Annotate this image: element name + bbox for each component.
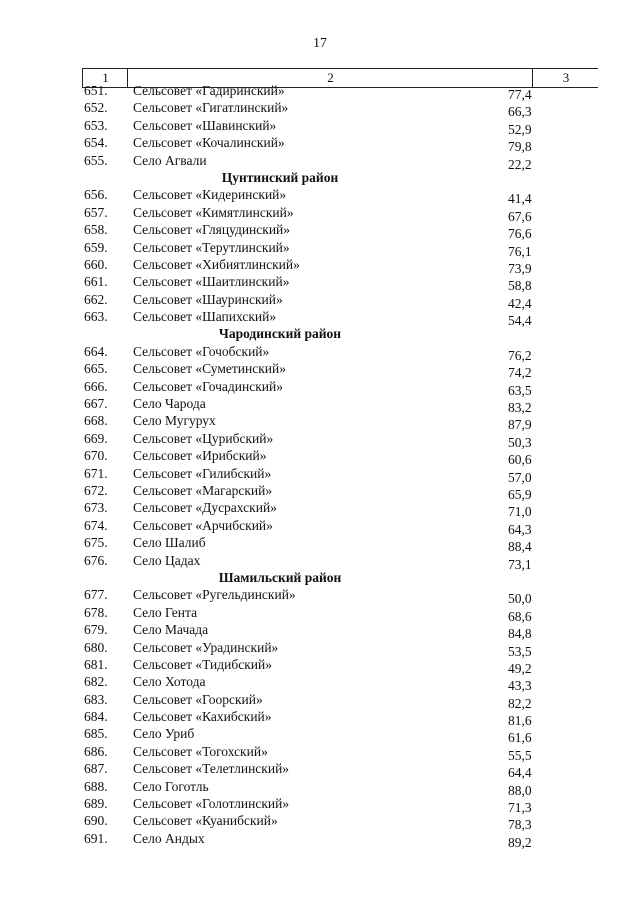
row-value: 67,6 [508, 208, 532, 224]
row-number: 679. [84, 622, 108, 638]
table-row [0, 291, 640, 311]
row-value: 64,4 [508, 765, 532, 781]
table-row [0, 830, 640, 850]
settlement-name: Сельсовет «Голотлинский» [133, 796, 290, 812]
table-row [0, 412, 640, 433]
row-value: 89,2 [508, 834, 532, 850]
row-value: 76,1 [508, 243, 532, 259]
table-row [0, 534, 640, 555]
table-row [0, 99, 640, 120]
settlement-name: Сельсовет «Гочобский» [133, 343, 270, 359]
row-value: 64,3 [508, 521, 532, 537]
table-row [0, 308, 640, 329]
table-row [0, 465, 640, 485]
row-number: 654. [84, 135, 108, 151]
settlement-name: Сельсовет «Тогохский» [133, 743, 268, 759]
row-value: 87,9 [508, 417, 532, 433]
row-value: 73,9 [508, 260, 532, 276]
row-value: 61,6 [508, 730, 532, 746]
row-number: 683. [84, 691, 108, 707]
row-number: 652. [84, 100, 108, 116]
row-number: 667. [84, 396, 108, 412]
row-number: 675. [84, 535, 108, 551]
row-value: 71,3 [508, 800, 532, 816]
settlement-name: Сельсовет «Кимятлинский» [133, 204, 294, 220]
table-row [0, 656, 640, 676]
row-value: 68,6 [508, 608, 532, 624]
row-value: 79,8 [508, 139, 532, 155]
table-row [0, 239, 640, 259]
row-value: 78,3 [508, 817, 532, 833]
table-row [0, 604, 640, 624]
settlement-name: Сельсовет «Кидеринский» [133, 187, 287, 203]
row-value: 52,9 [508, 121, 532, 137]
row-value: 73,1 [508, 556, 532, 572]
table-row [0, 186, 640, 207]
page-number: 17 [313, 36, 327, 51]
table-row [0, 691, 640, 711]
settlement-name: Село Мугурух [133, 413, 216, 429]
settlement-name: Сельсовет «Суметинский» [133, 361, 286, 377]
row-number: 673. [84, 500, 108, 516]
row-value: 88,4 [508, 539, 532, 555]
row-value: 83,2 [508, 400, 532, 416]
row-number: 671. [84, 465, 108, 481]
row-value: 22,2 [508, 156, 532, 172]
settlement-name: Село Андых [133, 830, 205, 846]
row-number: 664. [84, 343, 108, 359]
settlement-name: Сельсовет «Шаитлинский» [133, 274, 290, 290]
row-number: 686. [84, 743, 108, 759]
row-value: 60,6 [508, 452, 532, 468]
row-number: 678. [84, 604, 108, 620]
header-col-1: 1 [82, 69, 128, 87]
table-row [0, 256, 640, 276]
row-value: 55,5 [508, 747, 532, 763]
header-col-3: 3 [532, 69, 599, 87]
table-row [0, 760, 640, 781]
settlement-name: Сельсовет «Ругельдинский» [133, 587, 296, 603]
row-value: 49,2 [508, 660, 532, 676]
settlement-name: Сельсовет «Кахибский» [133, 709, 272, 725]
settlement-name: Сельсовет «Терутлинский» [133, 239, 290, 255]
settlement-name: Сельсовет «Куанибский» [133, 813, 278, 829]
settlement-name: Село Хотода [133, 674, 206, 690]
row-number: 663. [84, 309, 108, 325]
row-number: 655. [84, 152, 108, 168]
row-value: 42,4 [508, 295, 532, 311]
row-number: 681. [84, 656, 108, 672]
table-row [0, 778, 640, 798]
row-value: 82,2 [508, 695, 532, 711]
row-value: 76,2 [508, 347, 532, 363]
row-value: 57,0 [508, 469, 532, 485]
row-number: 651. [84, 83, 108, 98]
table-row [0, 273, 640, 294]
table-row [0, 586, 640, 607]
row-number: 676. [84, 552, 108, 568]
settlement-name: Село Чарода [133, 396, 206, 412]
row-value: 58,8 [508, 278, 532, 294]
row-number: 680. [84, 639, 108, 655]
district-heading: Шамильский район [218, 569, 342, 585]
settlement-name: Село Цадах [133, 552, 201, 568]
table-row [0, 499, 640, 520]
row-value: 41,4 [508, 191, 532, 207]
settlement-name: Сельсовет «Дусрахский» [133, 500, 277, 516]
row-value: 50,3 [508, 434, 532, 450]
row-value: 54,4 [508, 313, 532, 329]
row-number: 653. [84, 117, 108, 133]
settlement-name: Село Агвали [133, 152, 207, 168]
settlement-name: Село Мачада [133, 622, 209, 638]
settlement-name: Сельсовет «Шапихский» [133, 309, 277, 325]
table-row [0, 204, 640, 224]
table-row [0, 743, 640, 763]
settlement-name: Село Гента [133, 604, 198, 620]
table-row [0, 152, 640, 172]
table-row [0, 725, 640, 746]
table-row [0, 708, 640, 729]
row-number: 682. [84, 674, 108, 690]
row-number: 687. [84, 761, 108, 777]
row-number: 685. [84, 726, 108, 742]
settlement-name: Сельсовет «Кочалинский» [133, 135, 285, 151]
row-number: 674. [84, 517, 108, 533]
settlement-name: Сельсовет «Урадинский» [133, 639, 279, 655]
row-number: 691. [84, 830, 108, 846]
row-number: 670. [84, 448, 108, 464]
settlement-name: Сельсовет «Гляцудинский» [133, 222, 291, 238]
settlement-name: Сельсовет «Хибиятлинский» [133, 256, 300, 272]
settlement-name: Сельсовет «Магарский» [133, 482, 273, 498]
table-row [0, 552, 640, 572]
row-value: 76,6 [508, 226, 532, 242]
row-number: 688. [84, 778, 108, 794]
row-value: 84,8 [508, 626, 532, 642]
settlement-name: Сельсовет «Шауринский» [133, 291, 283, 307]
table-row [0, 639, 640, 659]
table-row [0, 430, 640, 450]
row-number: 656. [84, 187, 108, 203]
table-row [0, 378, 640, 398]
settlement-name: Село Уриб [133, 726, 195, 742]
row-number: 660. [84, 256, 108, 272]
row-value: 43,3 [508, 678, 532, 694]
settlement-name: Сельсовет «Тидибский» [133, 656, 272, 672]
settlement-name: Село Гоготль [133, 778, 209, 794]
row-value: 66,3 [508, 104, 532, 120]
row-value: 71,0 [508, 504, 532, 520]
row-value: 50,0 [508, 591, 532, 607]
row-number: 661. [84, 274, 108, 290]
settlement-name: Сельсовет «Гочадинский» [133, 378, 283, 394]
table-row [0, 673, 640, 694]
table-body [0, 82, 640, 850]
table-row [0, 343, 640, 363]
settlement-name: Сельсовет «Гадиринский» [133, 83, 285, 98]
district-heading: Цунтинский район [221, 169, 339, 185]
table-row [0, 221, 640, 242]
settlement-name: Сельсовет «Гигатлинский» [133, 100, 289, 116]
row-value: 88,0 [508, 782, 532, 798]
table-row [0, 517, 640, 537]
table-row [0, 621, 640, 642]
settlement-name: Сельсовет «Ирибский» [133, 448, 267, 464]
table-row [0, 360, 640, 381]
row-number: 668. [84, 413, 108, 429]
table-row [0, 795, 640, 816]
row-number: 665. [84, 361, 108, 377]
table-row [0, 812, 640, 833]
row-value: 53,5 [508, 643, 532, 659]
table-row [0, 134, 640, 155]
table-row [0, 395, 640, 416]
row-number: 657. [84, 204, 108, 220]
district-heading: Чародинский район [218, 326, 342, 342]
row-number: 662. [84, 291, 108, 307]
table-row [0, 447, 640, 468]
settlement-name: Сельсовет «Цурибский» [133, 430, 274, 446]
row-number: 690. [84, 813, 108, 829]
settlement-name: Село Шалиб [133, 535, 206, 551]
row-number: 672. [84, 482, 108, 498]
row-value: 65,9 [508, 486, 532, 502]
settlement-name: Сельсовет «Шавинский» [133, 117, 277, 133]
row-number: 659. [84, 239, 108, 255]
row-number: 669. [84, 430, 108, 446]
row-number: 677. [84, 587, 108, 603]
settlement-name: Сельсовет «Гилибский» [133, 465, 272, 481]
row-number: 689. [84, 796, 108, 812]
row-value: 81,6 [508, 713, 532, 729]
row-value: 63,5 [508, 382, 532, 398]
row-value: 77,4 [508, 87, 532, 102]
row-number: 658. [84, 222, 108, 238]
row-number: 666. [84, 378, 108, 394]
row-value: 74,2 [508, 365, 532, 381]
settlement-name: Сельсовет «Арчибский» [133, 517, 273, 533]
table-row [0, 82, 640, 102]
table-row [0, 482, 640, 502]
settlement-name: Сельсовет «Телетлинский» [133, 761, 290, 777]
table-row [0, 117, 640, 137]
settlement-name: Сельсовет «Гоорский» [133, 691, 263, 707]
header-col-2: 2 [127, 69, 533, 87]
row-number: 684. [84, 709, 108, 725]
